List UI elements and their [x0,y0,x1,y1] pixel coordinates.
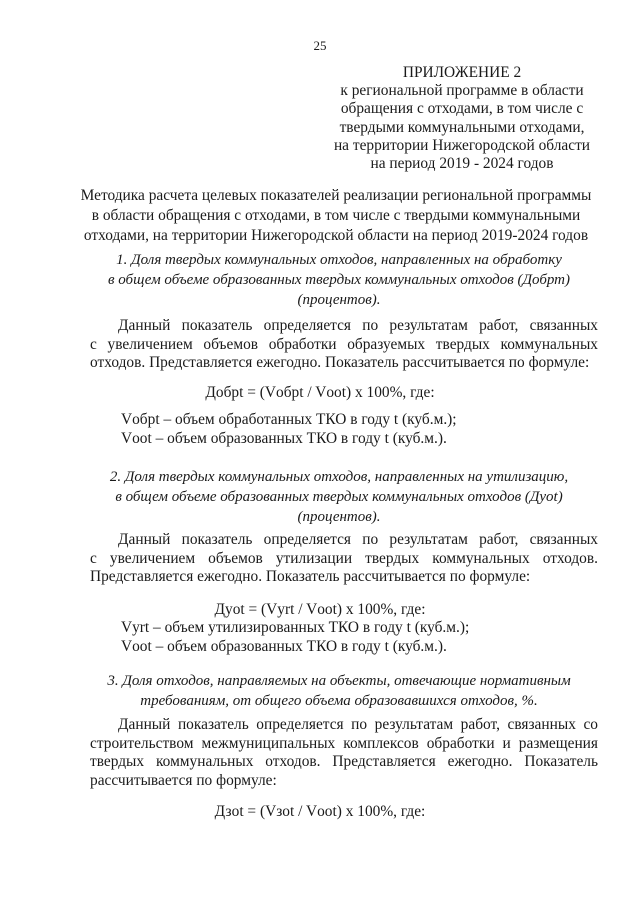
appendix-line: на период 2019 - 2024 годов [370,155,554,173]
formula-2: Дуot = (Vуrt / Vоot) x 100%, где: [214,601,426,618]
section-heading-line: требованиям, от общего объема образовавшихся отходов, %. [140,693,538,709]
paragraph-line: с увеличением объемов утилизации твердых коммунальных отходов. [90,549,598,567]
section-2-heading [80,467,598,527]
section-heading-line: в общем объеме образованных твердых коммунальных отходов (Дуot) [115,489,563,505]
paragraph-line: отходов. Представляется ежегодно. Показатель рассчитывается по формуле: [90,354,590,372]
paragraph-line: рассчитывается по формуле: [90,771,277,789]
section-2-paragraph [90,531,598,587]
section-1-definitions [121,411,457,448]
section-1-heading [80,250,598,310]
paragraph-line: Представляется ежегодно. Показатель рассчитывается по формуле: [90,568,531,586]
section-heading-line: (процентов). [297,292,381,308]
appendix-header [330,64,594,173]
definition-line: Vобрt – объем обработанных ТКО в году t (куб.м.); [121,411,457,428]
paragraph-line: Данный показатель определяется по результатам работ, связанных [118,531,598,548]
appendix-line: на территории Нижегородской области [333,136,591,154]
definition-line: Vоot – объем образованных ТКО в году t (куб.м.). [121,637,447,655]
section-3-heading [80,671,598,711]
section-1-paragraph [90,317,598,373]
title-line: Методика расчета целевых показателей реализации региональной программы [80,187,592,204]
definition-line: Vуrt – объем утилизированных ТКО в году t (куб.м.); [121,619,470,636]
section-heading-line: 1. Доля твердых коммунальных отходов, направленных на обработку [116,252,562,268]
paragraph-line: Данный показатель определяется по результатам работ, связанных [118,317,598,334]
section-heading-line: в общем объеме образованных твердых коммунальных отходов (Добрт) [107,272,571,288]
section-3-paragraph [90,716,598,790]
section-heading-line: 2. Доля твердых коммунальных отходов, направленных на утилизацию, [109,469,569,485]
paragraph-line: Данный показатель определяется по результатам работ, связанных со [118,716,598,733]
definition-line: Vоot – объем образованных ТКО в году t (куб.м.). [121,429,447,447]
section-heading-line: 3. Доля отходов, направляемых на объекты, отвечающие нормативным [107,673,571,689]
page-number: 25 [313,38,327,53]
title-line: в области обращения с отходами, в том числе с твердыми коммунальными [91,207,581,224]
appendix-heading: ПРИЛОЖЕНИЕ 2 [402,64,522,81]
section-2-definitions [121,619,469,656]
paragraph-line: твердых коммунальных отходов. Представляется ежегодно. Показатель [90,753,598,771]
appendix-line: к региональной программе в области [340,82,584,100]
appendix-line: обращения с отходами, в том числе с [340,100,584,118]
appendix-line: твердыми коммунальными отходами, [339,118,585,136]
section-heading-line: (процентов). [297,509,381,525]
paragraph-line: строительством межмуниципальных комплексов обработки и размещения [90,734,598,752]
document-title [80,186,592,246]
title-line: отходами, на территории Нижегородской области на период 2019-2024 годов [83,227,589,244]
formula-1: Добрt = (Vобрt / Vоot) x 100%, где: [205,384,435,401]
paragraph-line: с увеличением объемов обработки образуемых твердых коммунальных [90,335,598,353]
formula-3: Дзot = (Vзot / Vоot) x 100%, где: [214,803,426,820]
